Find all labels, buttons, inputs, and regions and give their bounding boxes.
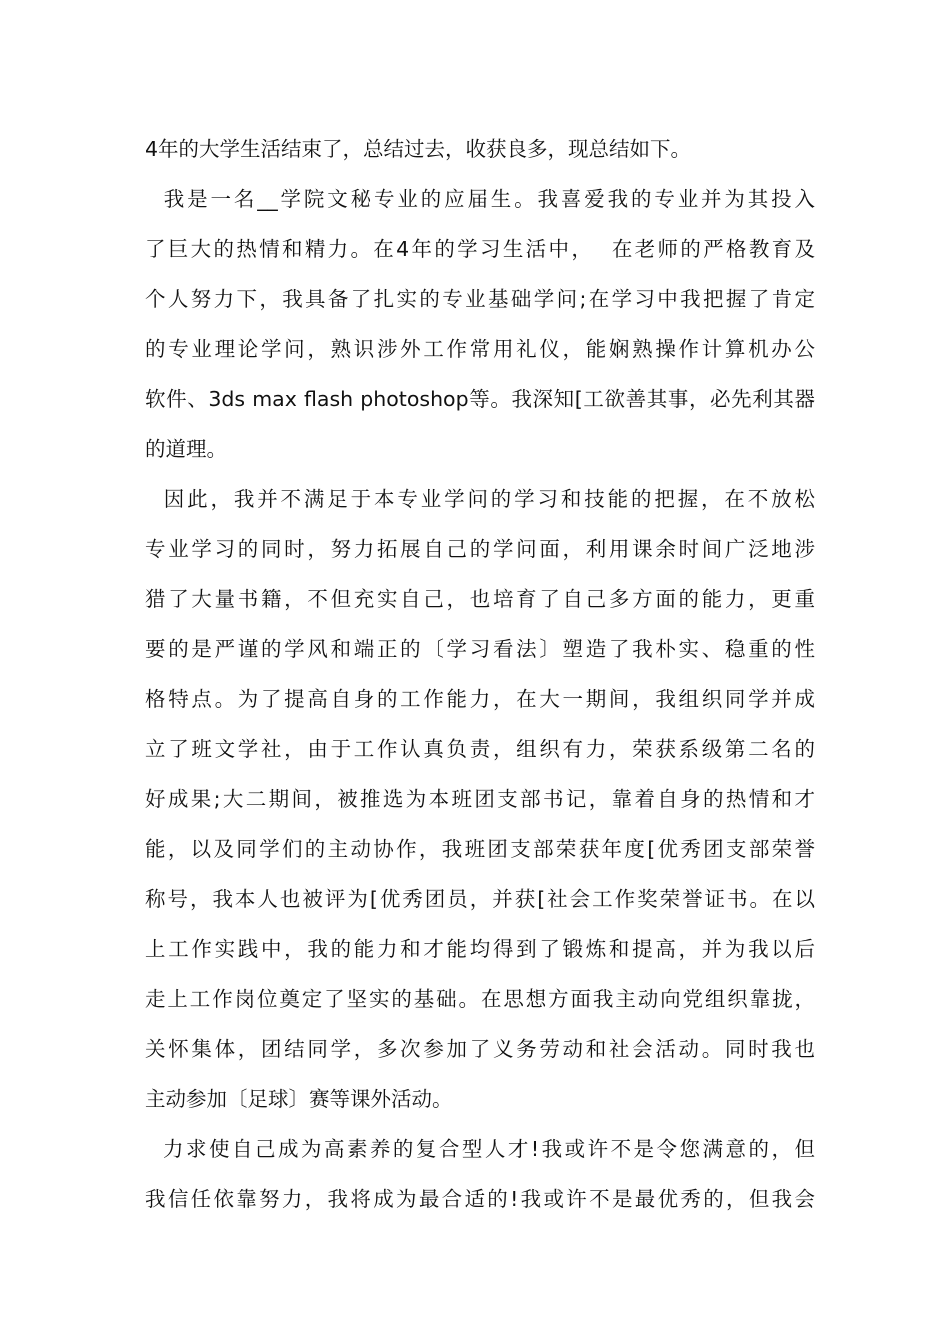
text-line-content: 我信任依靠努力，我将成为最合适的!我或许不是最优秀的，但我会 [145, 1187, 815, 1211]
text-line-content: 了巨大的热情和精力。在4年的学习生活中， 在老师的严格教育及 [145, 237, 815, 261]
text-line [145, 674, 815, 724]
text-line [145, 124, 815, 174]
text-line [145, 1024, 815, 1074]
text-line [145, 574, 815, 624]
text-line-content: 个人努力下，我具备了扎实的专业基础学问;在学习中我把握了肯定 [145, 287, 815, 311]
text-line-content: 上工作实践中，我的能力和才能均得到了锻炼和提高，并为我以后 [145, 937, 815, 961]
text-line [145, 174, 815, 224]
text-line-content: 关怀集体，团结同学，多次参加了义务劳动和社会活动。同时我也 [145, 1037, 815, 1061]
text-line [145, 224, 815, 274]
text-line-content: 的专业理论学问，熟识涉外工作常用礼仪，能娴熟操作计算机办公 [145, 337, 815, 361]
text-line [145, 874, 815, 924]
text-line [145, 974, 815, 1024]
text-line [145, 474, 815, 524]
text-line [145, 624, 815, 674]
text-line-content: 称号，我本人也被评为[优秀团员，并获[社会工作奖荣誉证书。在以 [145, 887, 815, 911]
text-line-content: 主动参加〔足球〕赛等课外活动。 [145, 1087, 453, 1111]
text-line [145, 424, 815, 474]
text-line [145, 1174, 815, 1224]
text-line-content: 因此，我并不满足于本专业学问的学习和技能的把握，在不放松 [145, 487, 815, 511]
text-line-content: 猎了大量书籍，不但充实自己，也培育了自己多方面的能力，更重 [145, 587, 815, 611]
text-line-content: 力求使自己成为高素养的复合型人才!我或许不是令您满意的，但 [145, 1137, 815, 1161]
text-line-content: 能，以及同学们的主动协作，我班团支部荣获年度[优秀团支部荣誉 [145, 837, 815, 861]
text-line-content: 走上工作岗位奠定了坚实的基础。在思想方面我主动向党组织靠拢， [145, 987, 815, 1011]
text-line [145, 524, 815, 574]
text-line [145, 1074, 815, 1124]
text-line [145, 324, 815, 374]
text-line [145, 374, 815, 424]
text-line-content: 要的是严谨的学风和端正的〔学习看法〕塑造了我朴实、稳重的性 [145, 637, 815, 661]
text-line-content: 4年的大学生活结束了，总结过去，收获良多，现总结如下。 [145, 137, 692, 161]
text-line-content: 的道理。 [145, 437, 227, 461]
text-line [145, 274, 815, 324]
text-line-content: 我是一名__学院文秘专业的应届生。我喜爱我的专业并为其投入 [145, 187, 815, 211]
text-line [145, 924, 815, 974]
document-body [145, 124, 815, 1224]
text-line-content: 专业学习的同时，努力拓展自己的学问面，利用课余时间广泛地涉 [145, 537, 815, 561]
text-line-content: 格特点。为了提高自身的工作能力，在大一期间，我组织同学并成 [145, 687, 815, 711]
text-line-content: 好成果;大二期间，被推选为本班团支部书记，靠着自身的热情和才 [145, 787, 815, 811]
text-line [145, 724, 815, 774]
text-line-content: 立了班文学社，由于工作认真负责，组织有力，荣获系级第二名的 [145, 737, 815, 761]
text-line [145, 774, 815, 824]
text-line-content: 软件、3ds max flash photoshop等。我深知[工欲善其事，必先利其器 [145, 387, 815, 411]
text-line [145, 1124, 815, 1174]
text-line [145, 824, 815, 874]
